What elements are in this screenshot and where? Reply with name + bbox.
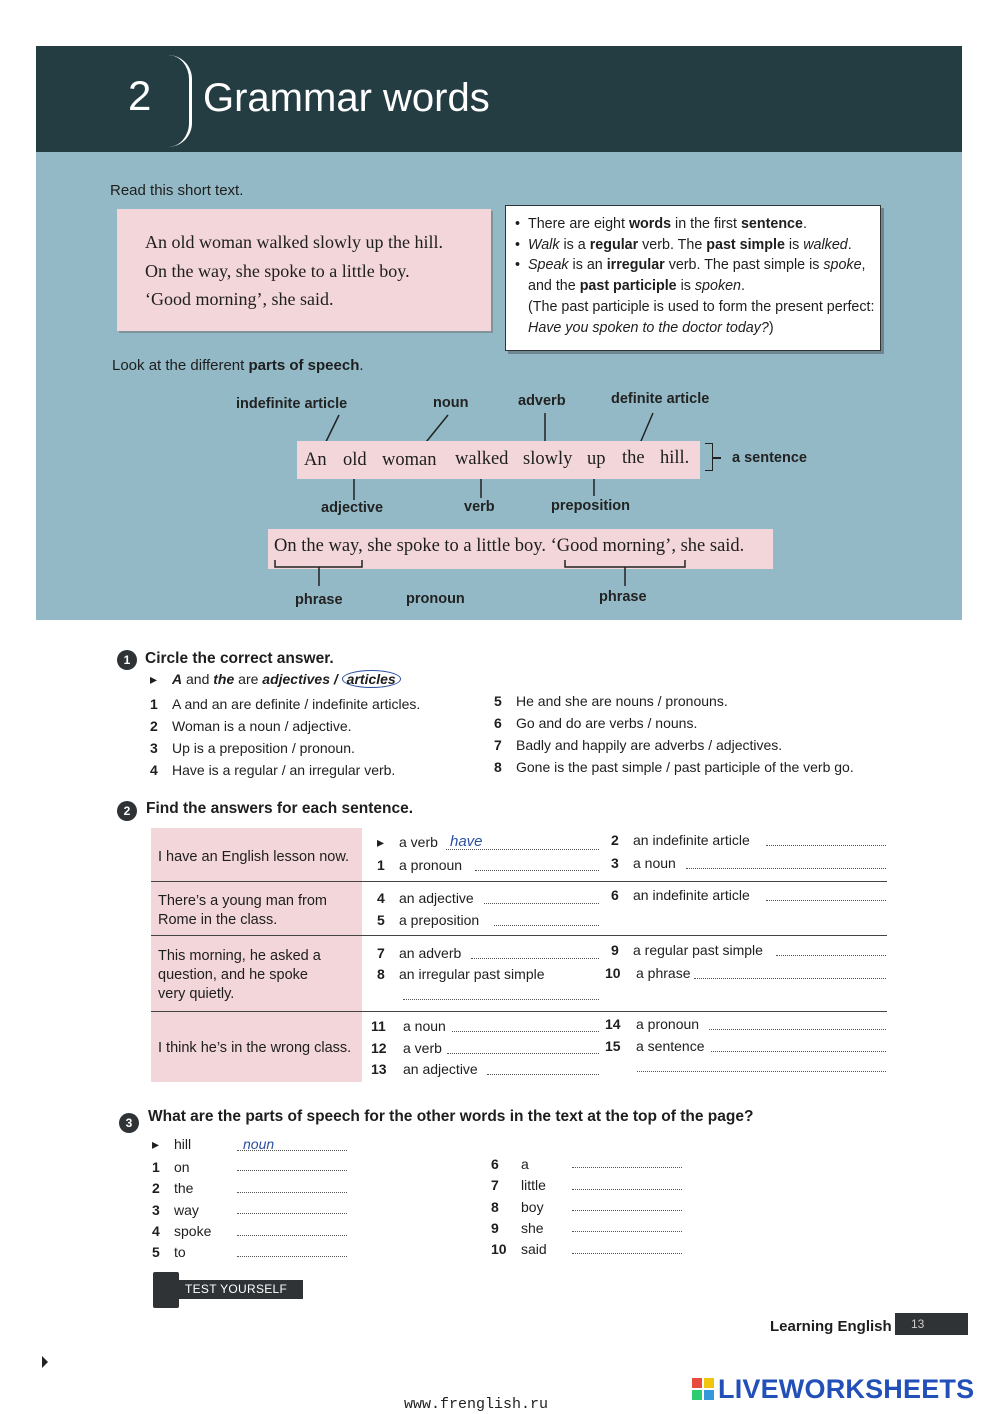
note-italic: spoke xyxy=(823,257,862,274)
item-label: an adjective xyxy=(399,890,474,906)
note-bold: regular xyxy=(589,236,639,253)
ex2-item-14 xyxy=(605,1016,699,1032)
ex1-item[interactable] xyxy=(150,693,420,715)
ex2-item-12 xyxy=(371,1040,442,1056)
ex1-example-a: A xyxy=(172,671,183,687)
ex1-example-answer-circled[interactable]: articles xyxy=(342,670,401,688)
item-number: 15 xyxy=(605,1038,621,1054)
ex1-item[interactable] xyxy=(494,756,854,778)
item-text: Have is a regular / an irregular verb. xyxy=(172,762,396,778)
test-yourself-label: TEST YOURSELF xyxy=(179,1280,303,1299)
label-phrase-1: phrase xyxy=(295,592,343,608)
item-number: 2 xyxy=(152,1180,160,1197)
note-italic: Speak xyxy=(528,257,569,274)
exercise1-right-column xyxy=(494,690,854,778)
item-text: Gone is the past simple / past participle of the verb go. xyxy=(516,759,854,775)
ex2-answer-field-14[interactable] xyxy=(709,1016,886,1030)
ex2-sentence-2: There’s a young man from Rome in the class. xyxy=(158,893,327,928)
item-number: 9 xyxy=(611,942,619,958)
item-label: an indefinite article xyxy=(633,832,750,848)
ex3-answer-field-8[interactable] xyxy=(572,1197,682,1211)
ex2-example-answer: have xyxy=(450,833,483,850)
item-number: 5 xyxy=(377,912,385,928)
ex3-answer-field-10[interactable] xyxy=(572,1240,682,1254)
ex3-item xyxy=(491,1154,547,1175)
story-line: ‘Good morning’, she said. xyxy=(145,289,334,309)
ex1-example-are: are xyxy=(234,671,263,687)
ex3-word: the xyxy=(174,1180,194,1197)
item-label: an irregular past simple xyxy=(399,966,545,982)
ex1-example-and: and xyxy=(182,671,214,687)
ex2-answer-field-13[interactable] xyxy=(487,1061,599,1075)
ex3-item xyxy=(491,1197,547,1218)
item-text: Woman is a noun / adjective. xyxy=(172,718,352,734)
ex2-item-9 xyxy=(611,942,763,958)
item-label: a sentence xyxy=(636,1038,705,1054)
item-number: 7 xyxy=(491,1177,499,1194)
label-a-sentence: a sentence xyxy=(732,450,807,466)
note-text: . xyxy=(741,278,745,295)
note-bold: words xyxy=(628,216,672,232)
note-text: verb. The past simple is xyxy=(664,257,824,274)
note-item xyxy=(513,255,877,296)
ex1-item[interactable] xyxy=(150,759,420,781)
ex3-word: boy xyxy=(521,1198,544,1215)
ex2-answer-field-4[interactable] xyxy=(484,890,599,904)
ex1-example-option-a[interactable]: adjectives xyxy=(262,671,330,687)
label-pronoun: pronoun xyxy=(406,591,465,607)
item-label: a verb xyxy=(399,834,438,850)
ex3-answer-field-1[interactable] xyxy=(237,1157,347,1171)
ex2-item-4 xyxy=(377,890,474,906)
item-label: a noun xyxy=(633,855,676,871)
item-number: 5 xyxy=(152,1244,160,1261)
ex1-item[interactable] xyxy=(494,690,854,712)
item-number: 10 xyxy=(491,1241,507,1258)
label-noun: noun xyxy=(433,395,469,411)
note-italic: Walk xyxy=(528,236,560,253)
note-item xyxy=(513,214,877,235)
note-bold: irregular xyxy=(606,257,665,274)
ex2-sentence-4: I think he’s in the wrong class. xyxy=(158,1040,352,1056)
ex2-sentence-1: I have an English lesson now. xyxy=(158,849,350,865)
item-number: 8 xyxy=(494,759,502,775)
ex3-item xyxy=(152,1221,211,1242)
ex2-row-divider xyxy=(151,1011,887,1012)
item-label: a phrase xyxy=(636,965,691,981)
word-old: old xyxy=(343,450,367,470)
label-indefinite-article: indefinite article xyxy=(236,396,348,412)
word-walked: walked xyxy=(455,449,509,469)
note-text: There are eight xyxy=(528,216,629,232)
exercise2-number: 2 xyxy=(117,801,137,821)
label-adjective: adjective xyxy=(321,500,384,516)
ex2-item-5 xyxy=(377,912,479,928)
item-number: 2 xyxy=(611,832,619,848)
look-text: . xyxy=(359,357,364,374)
item-number: 6 xyxy=(494,715,502,731)
note-text: . xyxy=(802,216,807,232)
notes-list xyxy=(513,214,877,338)
item-text: A and an are definite / indefinite articles. xyxy=(172,696,421,712)
item-number: 11 xyxy=(371,1018,386,1034)
item-number: 4 xyxy=(377,890,385,906)
ex2-sentence-3: This morning, he asked a question, and he spoke very quietly. xyxy=(158,948,321,1002)
note-text: . xyxy=(847,236,852,253)
item-number: 9 xyxy=(491,1219,499,1236)
item-number: 3 xyxy=(150,740,158,756)
look-instruction xyxy=(112,357,364,374)
exercise1-example xyxy=(150,671,401,688)
label-definite-article: definite article xyxy=(611,391,710,407)
item-label: an adjective xyxy=(403,1061,478,1077)
exercise1-number: 1 xyxy=(117,650,137,670)
page-title: Grammar words xyxy=(203,76,490,120)
ex3-answer-field-2[interactable] xyxy=(237,1179,347,1193)
ex3-item xyxy=(152,1242,211,1263)
book-icon xyxy=(153,1272,179,1308)
header-bracket-decoration xyxy=(168,55,192,147)
note-text: is xyxy=(676,278,695,295)
item-number: 8 xyxy=(491,1198,499,1215)
note-text: (The past participle is used to form the present perfect: xyxy=(528,298,875,315)
note-text: verb. The xyxy=(638,236,707,253)
ex2-answer-field-15-line2[interactable] xyxy=(637,1060,886,1072)
story-line: An old woman walked slowly up the hill. xyxy=(145,232,443,252)
item-number: 7 xyxy=(377,945,385,961)
word-hill: hill. xyxy=(660,448,690,468)
ex3-answer-field-7[interactable] xyxy=(572,1176,682,1190)
note-italic: spoken xyxy=(694,278,742,295)
note-text: is a xyxy=(559,236,590,253)
example-marker: ▸ xyxy=(152,1136,160,1152)
item-number: 12 xyxy=(371,1040,387,1056)
book-title: Learning English xyxy=(770,1318,892,1335)
note-italic: walked xyxy=(803,236,848,253)
ex3-word: way xyxy=(174,1201,199,1218)
exercise2-title: Find the answers for each sentence. xyxy=(146,800,414,817)
item-number: 10 xyxy=(605,965,621,981)
ex3-item xyxy=(491,1218,547,1239)
item-number: 1 xyxy=(152,1159,160,1175)
ex3-example xyxy=(152,1136,191,1153)
ex2-item-13 xyxy=(371,1061,478,1077)
ex2-row-divider xyxy=(151,935,887,936)
ex3-answer-field-6[interactable] xyxy=(572,1154,682,1168)
ex2-example-answer-field[interactable] xyxy=(446,833,599,850)
item-number: 14 xyxy=(605,1016,621,1032)
phrase2-bracket xyxy=(565,560,685,567)
item-text: He and she are nouns / pronouns. xyxy=(516,693,728,709)
story-line: On the way, she spoke to a little boy. xyxy=(145,260,410,281)
exercise3-number: 3 xyxy=(119,1113,139,1133)
ex2-answer-field-15[interactable] xyxy=(711,1038,886,1052)
label-verb: verb xyxy=(464,499,495,515)
ex2-item-10 xyxy=(605,965,690,981)
ex3-item xyxy=(491,1239,547,1260)
ex1-item[interactable] xyxy=(494,712,854,734)
item-label: a preposition xyxy=(399,912,480,928)
ex2-item-1 xyxy=(377,857,462,873)
note-text: , and the xyxy=(528,257,866,295)
ex1-item[interactable] xyxy=(150,715,420,737)
note-bold: sentence xyxy=(740,216,803,232)
ex2-answer-field-11[interactable] xyxy=(452,1018,599,1032)
ex3-answer-field-3[interactable] xyxy=(237,1200,347,1214)
sentence-bracket xyxy=(705,443,713,471)
note-text: is an xyxy=(568,257,607,274)
ex1-item[interactable] xyxy=(150,737,420,759)
note-text: ) xyxy=(768,319,774,336)
item-number: 7 xyxy=(494,737,502,753)
item-number: 4 xyxy=(152,1222,160,1239)
item-number: 3 xyxy=(611,855,619,871)
item-label: a regular past simple xyxy=(633,942,763,958)
word-an: An xyxy=(304,450,327,470)
ex2-answer-field-9[interactable] xyxy=(776,942,886,956)
ex2-item-6 xyxy=(611,887,750,903)
ex2-answer-field-3[interactable] xyxy=(686,855,886,869)
site-url: www.frenglish.ru xyxy=(404,1396,549,1413)
word-slowly: slowly xyxy=(523,449,573,469)
item-text: Up is a preposition / pronoun. xyxy=(172,740,355,756)
unit-number: 2 xyxy=(128,72,152,119)
sentence2-text: On the way, she spoke to a little boy. ‘Good morning’, she said. xyxy=(274,536,745,556)
note-text: in the first xyxy=(671,216,741,232)
ex2-example xyxy=(377,834,438,851)
ex2-item-15 xyxy=(605,1038,705,1054)
word-woman: woman xyxy=(382,450,437,470)
ex3-example-answer-field[interactable] xyxy=(237,1136,347,1151)
item-label: an indefinite article xyxy=(633,887,750,903)
item-number: 13 xyxy=(371,1061,387,1077)
ex3-example-answer: noun xyxy=(243,1136,275,1152)
exercise3-title: What are the parts of speech for the other words in the text at the top of the page? xyxy=(148,1108,754,1125)
item-label: an adverb xyxy=(399,945,462,961)
ex2-row-divider xyxy=(151,881,887,882)
word-the: the xyxy=(622,448,645,468)
ex2-answer-field-10[interactable] xyxy=(694,965,886,979)
ex2-answer-field-5[interactable] xyxy=(494,912,599,926)
phrase1-bracket xyxy=(275,560,362,567)
ex3-answer-field-9[interactable] xyxy=(572,1218,682,1232)
note-item xyxy=(513,297,877,338)
ex3-right-column xyxy=(491,1154,547,1260)
ex3-word: little xyxy=(521,1177,546,1194)
note-text: is xyxy=(784,236,804,253)
ex2-answer-field-6[interactable] xyxy=(766,887,886,901)
item-number: 1 xyxy=(377,857,385,873)
word-up: up xyxy=(587,449,606,469)
ex3-word: spoke xyxy=(174,1222,212,1239)
ex3-word: she xyxy=(521,1219,544,1236)
item-label: a pronoun xyxy=(399,857,463,873)
exercise1-left-column xyxy=(150,693,420,781)
ex2-answer-field-12[interactable] xyxy=(447,1040,599,1054)
item-label: a noun xyxy=(403,1018,446,1034)
read-instruction: Read this short text. xyxy=(110,182,244,199)
ex1-example-the: the xyxy=(213,671,235,687)
item-number: 3 xyxy=(152,1201,160,1218)
item-number: 8 xyxy=(377,966,385,982)
example-marker: ▸ xyxy=(150,671,158,687)
sentence-bracket-tick xyxy=(713,457,721,459)
ex3-word: on xyxy=(174,1159,190,1175)
ex3-word: said xyxy=(521,1241,547,1258)
item-number: 2 xyxy=(150,718,158,734)
ex1-example-slash: / xyxy=(330,671,342,687)
ex2-answer-field-7[interactable] xyxy=(471,945,599,959)
ex3-word: to xyxy=(174,1244,186,1261)
look-bold: parts of speech xyxy=(248,357,360,374)
label-preposition: preposition xyxy=(551,498,630,514)
example-marker: ▸ xyxy=(377,834,385,850)
note-bold: past simple xyxy=(706,236,785,253)
note-item xyxy=(513,235,877,256)
item-number: 5 xyxy=(494,693,502,709)
ex2-item-7 xyxy=(377,945,461,961)
ex2-answer-field-2[interactable] xyxy=(766,832,886,846)
ex3-item xyxy=(152,1178,211,1199)
ex3-item xyxy=(491,1175,547,1196)
item-label: a verb xyxy=(403,1040,442,1056)
look-text: Look at the different xyxy=(112,357,249,374)
ex2-item-8 xyxy=(377,966,545,982)
liveworksheets-logo-icon xyxy=(692,1378,716,1402)
item-text: Go and do are verbs / nouns. xyxy=(516,715,698,731)
exercise1-title: Circle the correct answer. xyxy=(145,650,334,667)
ex3-word: a xyxy=(521,1156,529,1172)
ex3-word: hill xyxy=(174,1136,192,1152)
page-number: 13 xyxy=(895,1313,968,1335)
ex3-item xyxy=(152,1200,211,1221)
item-label: a pronoun xyxy=(636,1016,700,1032)
story-text xyxy=(145,228,443,314)
label-phrase-2: phrase xyxy=(599,589,647,605)
item-number: 1 xyxy=(150,696,158,712)
label-adverb: adverb xyxy=(518,393,566,409)
ex2-item-3 xyxy=(611,855,676,871)
ex3-answer-field-4[interactable] xyxy=(237,1222,347,1236)
note-bold: past participle xyxy=(579,278,677,295)
ex1-item[interactable] xyxy=(494,734,854,756)
ex2-item-2 xyxy=(611,832,750,848)
ex3-left-column xyxy=(152,1157,211,1263)
ex2-answer-field-1[interactable] xyxy=(475,857,599,871)
item-number: 4 xyxy=(150,762,158,778)
item-number: 6 xyxy=(491,1156,499,1172)
ex3-answer-field-5[interactable] xyxy=(237,1243,347,1257)
liveworksheets-brand: LIVEWORKSHEETS xyxy=(718,1374,975,1404)
ex2-answer-field-8[interactable] xyxy=(403,988,599,1000)
ex2-item-11 xyxy=(371,1018,446,1034)
corner-mark-icon xyxy=(42,1356,48,1368)
note-italic: Have you spoken to the doctor today? xyxy=(528,319,769,336)
ex3-item xyxy=(152,1157,211,1178)
item-number: 6 xyxy=(611,887,619,903)
item-text: Badly and happily are adverbs / adjectives. xyxy=(516,737,783,753)
